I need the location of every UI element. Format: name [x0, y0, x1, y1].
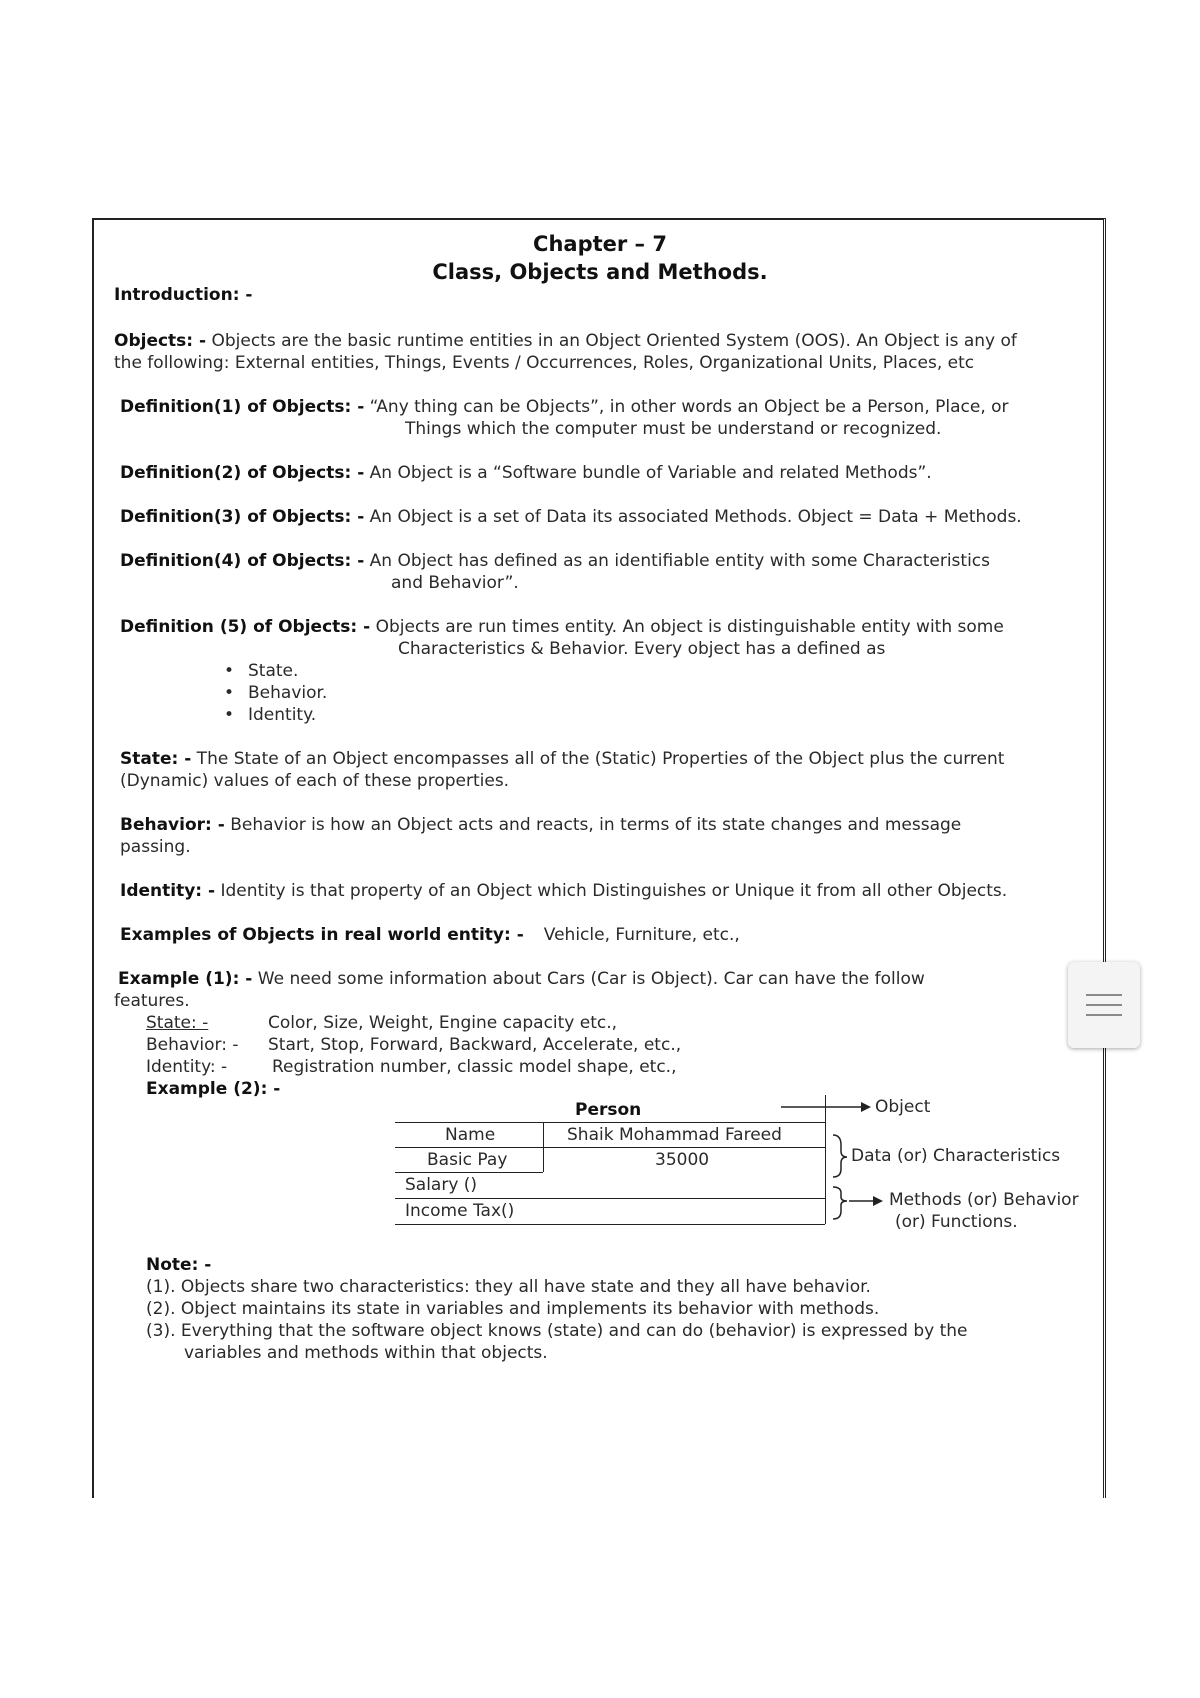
- definition-5: [120, 616, 1004, 638]
- behavior-paragraph: [120, 814, 1098, 836]
- definition-4-text: An Object has defined as an identifiable entity with some Characteristics: [364, 551, 991, 571]
- methods-annotation: Methods (or) Behavior: [889, 1190, 1079, 1210]
- chapter-title: Class, Objects and Methods.: [432, 260, 768, 284]
- person-class-diagram: [395, 1095, 1095, 1235]
- data-annotation: Data (or) Characteristics: [851, 1146, 1061, 1166]
- example-1-label: Example (1): -: [118, 969, 253, 989]
- objects-text: Objects are the basic runtime entities in an Object Oriented System (OOS). An Object is any of: [206, 331, 1017, 351]
- example-1: [118, 968, 1066, 990]
- examples-real-world-text: Vehicle, Furniture, etc.,: [543, 925, 740, 945]
- examples-real-world: [120, 924, 740, 946]
- definition-4: [120, 550, 990, 572]
- objects-paragraph: [114, 330, 1017, 352]
- definition-5-line2: Characteristics & Behavior. Every object has a defined as: [398, 639, 886, 659]
- note-heading: Note: -: [146, 1255, 212, 1275]
- object-arrowhead: [861, 1102, 871, 1112]
- handle-line: [1086, 994, 1122, 996]
- bullet-identity: • Identity.: [248, 704, 316, 726]
- example-1-behavior-text: Start, Stop, Forward, Backward, Accelerate, etc.,: [268, 1035, 682, 1055]
- example-1-state-label: State: -: [146, 1013, 209, 1033]
- note-3: (3). Everything that the software object knows (state) and can do (behavior) is expressed by the: [146, 1321, 968, 1341]
- bullet-behavior: • Behavior.: [248, 682, 327, 704]
- state-paragraph: [120, 748, 1098, 770]
- object-annotation: Object: [875, 1097, 931, 1117]
- definition-4-line2: and Behavior”.: [391, 573, 519, 593]
- data-brace: [833, 1135, 847, 1177]
- example-1-identity-text: Registration number, classic model shape, etc.,: [272, 1057, 677, 1077]
- state-line2: (Dynamic) values of each of these properties.: [120, 771, 510, 791]
- definition-1-text: “Any thing can be Objects”, in other words an Object be a Person, Place, or: [364, 397, 1009, 417]
- definition-3-text: An Object is a set of Data its associated Methods. Object = Data + Methods.: [364, 507, 1022, 527]
- scroll-handle[interactable]: [1068, 962, 1140, 1048]
- objects-label: Objects: -: [114, 331, 207, 351]
- example-1-identity-label: Identity: -: [146, 1057, 228, 1077]
- definition-4-label: Definition(4) of Objects: -: [120, 551, 365, 571]
- note-3-line2: variables and methods within that objects.: [184, 1343, 548, 1363]
- definition-1: [120, 396, 1009, 418]
- objects-line2: the following: External entities, Things, Events / Occurrences, Roles, Organizational Units, Places, etc: [114, 353, 975, 373]
- example-1-line2: features.: [114, 991, 190, 1011]
- identity-label: Identity: -: [120, 881, 216, 901]
- method-salary: Salary (): [405, 1175, 478, 1195]
- introduction-heading: Introduction: -: [114, 285, 253, 305]
- class-name: Person: [575, 1100, 642, 1120]
- identity-paragraph: [120, 880, 1007, 902]
- functions-annotation: (or) Functions.: [895, 1212, 1018, 1232]
- definition-3-label: Definition(3) of Objects: -: [120, 507, 365, 527]
- definition-3: [120, 506, 1022, 528]
- methods-arrowhead: [873, 1196, 883, 1206]
- definition-1-label: Definition(1) of Objects: -: [120, 397, 365, 417]
- behavior-text: Behavior is how an Object acts and reacts, in terms of its state changes and message: [224, 815, 962, 835]
- example-1-behavior-label: Behavior: -: [146, 1035, 239, 1055]
- example-1-state-text: Color, Size, Weight, Engine capacity etc.,: [268, 1013, 618, 1033]
- note-1: (1). Objects share two characteristics: they all have state and they all have behavior.: [146, 1277, 871, 1297]
- example-2-label: Example (2): -: [146, 1079, 281, 1099]
- attr-name-value: Shaik Mohammad Fareed: [567, 1125, 782, 1145]
- identity-text: Identity is that property of an Object which Distinguishes or Unique it from all other Objects.: [215, 881, 1008, 901]
- examples-real-world-label: Examples of Objects in real world entity: -: [120, 925, 524, 945]
- method-income-tax: Income Tax(): [405, 1201, 515, 1221]
- behavior-line2: passing.: [120, 837, 191, 857]
- handle-line: [1086, 1004, 1122, 1006]
- behavior-label: Behavior: -: [120, 815, 225, 835]
- state-text: The State of an Object encompasses all of the (Static) Properties of the Object plus the current: [191, 749, 1005, 769]
- definition-1-line2: Things which the computer must be understand or recognized.: [405, 419, 942, 439]
- definition-2: [120, 462, 932, 484]
- attr-pay-value: 35000: [655, 1150, 710, 1170]
- state-label: State: -: [120, 749, 192, 769]
- methods-brace: [833, 1187, 847, 1219]
- note-2: (2). Object maintains its state in variables and implements its behavior with methods.: [146, 1299, 880, 1319]
- definition-5-label: Definition (5) of Objects: -: [120, 617, 371, 637]
- example-1-text: We need some information about Cars (Car is Object). Car can have the follow: [252, 969, 925, 989]
- definition-2-text: An Object is a “Software bundle of Variable and related Methods”.: [364, 463, 932, 483]
- handle-line: [1086, 1014, 1122, 1016]
- definition-5-text: Objects are run times entity. An object is distinguishable entity with some: [370, 617, 1004, 637]
- chapter-number: Chapter – 7: [533, 232, 667, 256]
- definition-2-label: Definition(2) of Objects: -: [120, 463, 365, 483]
- attr-name-label: Name: [445, 1125, 496, 1145]
- bullet-state: • State.: [248, 660, 298, 682]
- attr-pay-label: Basic Pay: [427, 1150, 508, 1170]
